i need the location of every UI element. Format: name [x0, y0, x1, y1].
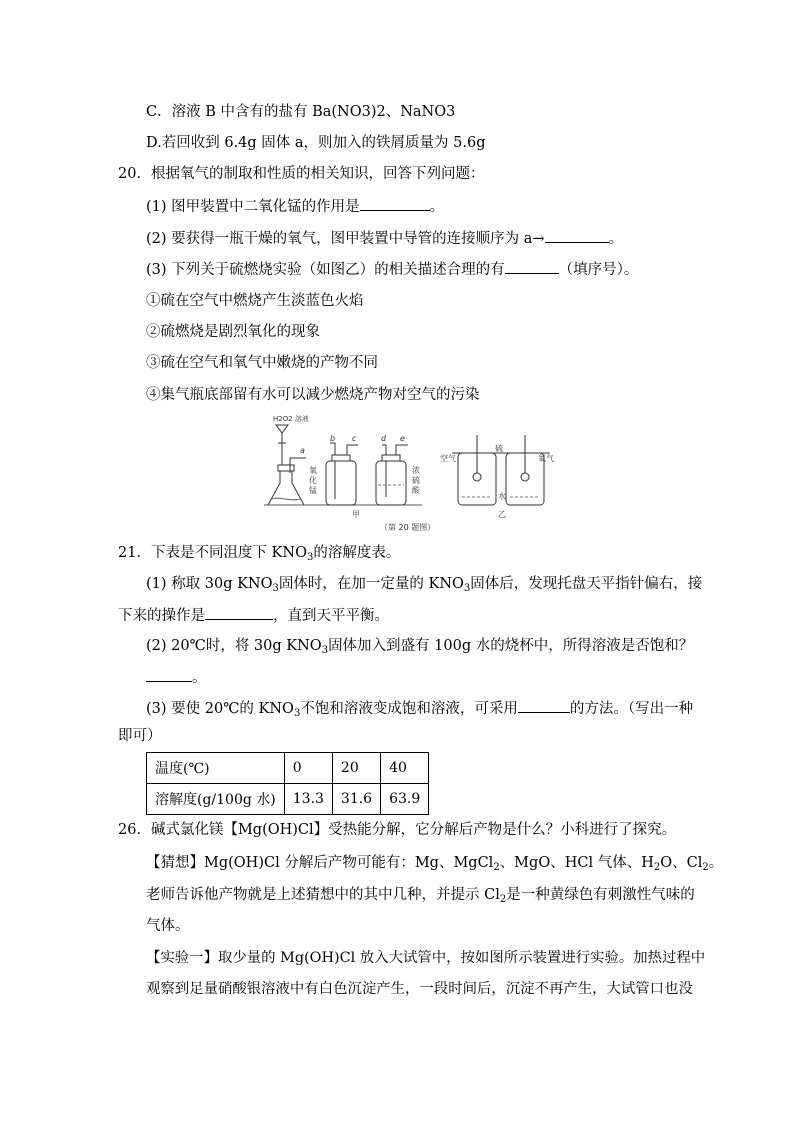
- sub: 2: [493, 862, 500, 873]
- text: 老师告诉他产物就是上述猜想中的其中几种，并提示 Cl: [146, 887, 500, 903]
- fig-label-mno2-1: 氧: [309, 466, 317, 475]
- fig-label-h2o2: H2O2 溶液: [273, 415, 309, 423]
- q21-question: [118, 543, 400, 563]
- text: 固体加入到盛有 100g 水的烧杯中，所得溶液是否饱和？: [328, 638, 694, 654]
- fig-label-jia: 甲: [352, 510, 360, 519]
- sub: 2: [499, 894, 507, 905]
- sub: 3: [272, 583, 279, 594]
- fig-caption: （第 20 题图）: [380, 523, 436, 532]
- text: 。: [708, 855, 724, 871]
- q21-stem: 下表是不同沮度下 KNO: [150, 545, 307, 561]
- text: 固体时，在加一定量的 KNO: [278, 576, 464, 592]
- q21-part2-line1: [146, 636, 693, 656]
- q21-stem-sub: 3: [306, 552, 314, 563]
- table-cell: 溶解度(g/100g 水): [147, 784, 285, 815]
- solubility-table: [146, 752, 429, 815]
- q26-teacher-line1: [146, 885, 695, 905]
- q20-part3-end: （填序号）。: [558, 262, 639, 278]
- text: 不饱和溶液变成饱和溶液，可采用: [300, 701, 518, 717]
- fig-label-acid-1: 浓: [412, 466, 420, 475]
- text: 、MgO、HCl 气体、H: [499, 855, 654, 871]
- q20-option-4: ④集气瓶底部留有水可以减少燃烧产物对空气的污染: [146, 387, 480, 403]
- text: 的方法。（写出一种: [569, 701, 694, 717]
- q19-option-d: D.若回收到 6.4g 固体 a，则加入的铁屑质量为 5.6g: [146, 135, 486, 151]
- sub: 2: [702, 862, 709, 873]
- q26-teacher-line2: 气体。: [146, 918, 190, 934]
- q20-part1: [146, 196, 444, 217]
- gas-bottle-2-icon: [376, 461, 406, 505]
- table-cell: 0: [284, 753, 332, 784]
- q20-option-1: ①硫在空气中燃烧产生淡蓝色火焰: [146, 293, 364, 309]
- table-cell: 20: [332, 753, 380, 784]
- q20-part1-end: 。: [429, 199, 445, 215]
- spoon-icon: [521, 473, 529, 481]
- q21-part3-line2: 即可）: [118, 728, 162, 744]
- fig-label-d: d: [381, 434, 387, 443]
- table-row: [147, 784, 429, 815]
- text: ，直到天平平衡。: [273, 608, 389, 624]
- text: 是一种黄绿色有刺激性气味的: [506, 887, 695, 903]
- q20-part3-blank[interactable]: [505, 259, 559, 274]
- fig-label-mno2-3: 锰: [309, 486, 317, 495]
- q20-part3-text: (3) 下列关于硫燃烧实验（如图乙）的相关描述合理的有: [146, 262, 505, 278]
- q20-number: 20．: [118, 166, 151, 182]
- q20-question: [118, 164, 484, 184]
- fig-label-sulfur: 硫: [495, 444, 503, 453]
- q21-stem-end: 的溶解度表。: [313, 545, 401, 561]
- fig-label-air: 空气: [440, 454, 456, 463]
- fig-label-b: b: [330, 434, 336, 443]
- q26-stem: 碱式氯化镁【Mg(OH)Cl】受热能分解，它分解后产物是什么？小科进行了探究。: [150, 822, 677, 838]
- text: 下来的操作是: [118, 608, 205, 624]
- q21-number: 21．: [118, 545, 151, 561]
- q21-part1-line1: [146, 574, 702, 594]
- table-cell: 31.6: [332, 784, 380, 815]
- fig-label-oxygen: 氧气: [538, 454, 554, 463]
- fig-label-c: c: [352, 434, 357, 443]
- text: 。: [192, 670, 207, 686]
- table-cell: 63.9: [381, 784, 429, 815]
- q20-option-2: ②硫燃烧是剧烈氧化的现象: [146, 324, 320, 340]
- sub: 3: [321, 645, 329, 656]
- text: (2) 20℃时，将 30g KNO: [146, 638, 322, 654]
- q20-part2: [146, 228, 623, 249]
- fig-label-water: 水: [498, 492, 506, 501]
- text: (3) 要使 20℃的 KNO: [146, 701, 294, 717]
- sub: 3: [293, 708, 301, 719]
- gas-bottle-1-icon: [326, 461, 356, 505]
- fig-label-yi: 乙: [498, 510, 506, 519]
- q20-part2-blank[interactable]: [545, 228, 609, 243]
- q21-part3-blank[interactable]: [518, 698, 570, 713]
- q26-guess: [146, 853, 723, 873]
- q21-part2-blank[interactable]: [146, 667, 192, 682]
- q26-exp1-line2: 观察到足量硝酸银溶液中有白色沉淀产生，一段时间后，沉淀不再产生，大试管口也没: [146, 981, 693, 997]
- q21-part3-line1: [146, 698, 693, 719]
- table-row: [147, 753, 429, 784]
- text: 【猜想】Mg(OH)Cl 分解后产物可能有：Mg、MgCl: [146, 855, 494, 871]
- q21-part1-blank[interactable]: [205, 605, 273, 620]
- q20-part2-end: 。: [608, 231, 624, 247]
- q21-part2-line2: [146, 667, 207, 688]
- fig-label-a: a: [300, 446, 305, 455]
- fig-label-mno2-2: 化: [309, 476, 317, 485]
- sub: 2: [653, 862, 661, 873]
- q20-part1-text: (1) 图甲装置中二氧化锰的作用是: [146, 199, 360, 215]
- funnel-icon: [276, 425, 288, 433]
- q26-question: [118, 820, 676, 840]
- sub: 3: [463, 583, 471, 594]
- fig-label-acid-2: 硫: [412, 476, 420, 485]
- q20-part3: [146, 259, 638, 280]
- q26-exp1-line1: 【实验一】取少量的 Mg(OH)Cl 放入大试管中，按如图所示装置进行实验。加热过程中: [146, 950, 706, 966]
- text: (1) 称取 30g KNO: [146, 576, 273, 592]
- q21-part1-line2: [118, 605, 389, 626]
- spoon-icon: [473, 473, 481, 481]
- q20-stem: 根据氧气的制取和性质的相关知识，回答下列问题：: [150, 166, 485, 182]
- q26-number: 26．: [118, 822, 151, 838]
- q20-part2-text: (2) 要获得一瓶干燥的氧气，图甲装置中导管的连接顺序为 a→: [146, 231, 545, 247]
- table-cell: 40: [381, 753, 429, 784]
- q19-option-c: C．溶液 B 中含有的盐有 Ba(NO3)2、NaNO3: [146, 104, 456, 120]
- q20-apparatus-figure: [262, 413, 554, 535]
- q20-part1-blank[interactable]: [360, 196, 430, 211]
- table-cell: 13.3: [284, 784, 332, 815]
- fig-label-acid-3: 酸: [412, 486, 420, 495]
- q20-option-3: ③硫在空气和氧气中嫩烧的产物不同: [146, 355, 378, 371]
- fig-label-e: e: [400, 434, 405, 443]
- text: 固体后，发现托盘天平指针偏右，接: [470, 576, 703, 592]
- table-cell: 温度(℃): [147, 753, 285, 784]
- text: O、Cl: [660, 855, 703, 871]
